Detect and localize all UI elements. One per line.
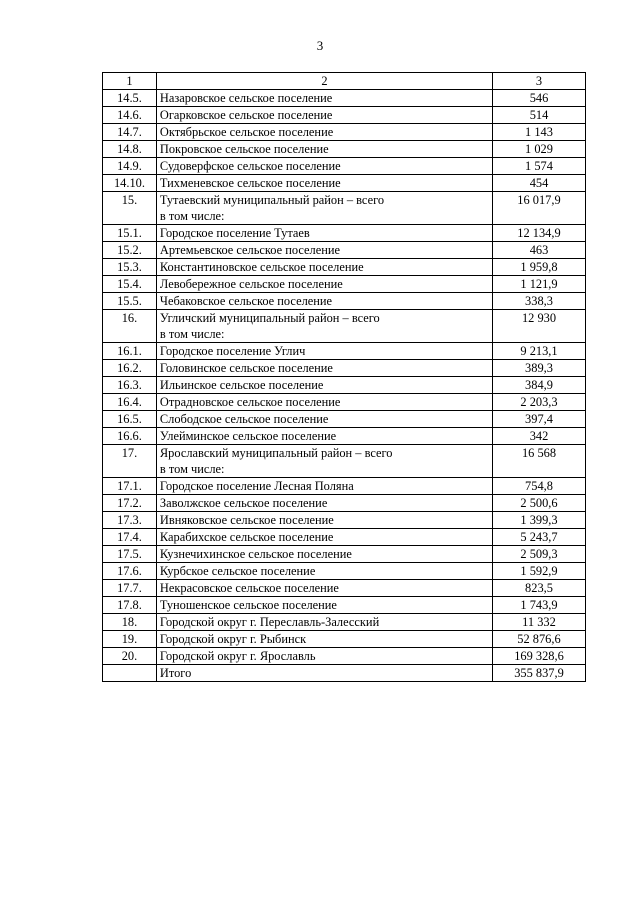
row-name: Тутаевский муниципальный район – всего — [159, 193, 385, 207]
row-name-cell — [156, 225, 492, 242]
row-value-cell: 169 328,6 — [492, 648, 585, 665]
row-name-cell — [156, 529, 492, 546]
row-name: Ильинское сельское поселение — [159, 378, 324, 392]
row-name-cell — [156, 90, 492, 107]
row-number-cell: 14.7. — [103, 124, 157, 141]
column-header-3: 3 — [492, 73, 585, 90]
row-number-cell: 20. — [103, 648, 157, 665]
row-name: Кузнечихинское сельское поселение — [159, 547, 352, 561]
row-name-cell — [156, 580, 492, 597]
row-name: Городской округ г. Ярославль — [159, 649, 316, 663]
row-value-cell: 463 — [492, 242, 585, 259]
row-number-cell: 16.1. — [103, 343, 157, 360]
row-name-cell — [156, 665, 492, 682]
row-number-cell: 15.1. — [103, 225, 157, 242]
row-name-cell — [156, 141, 492, 158]
row-name-cell — [156, 563, 492, 580]
row-name-cell — [156, 259, 492, 276]
table-row — [103, 310, 586, 343]
row-value-cell: 1 743,9 — [492, 597, 585, 614]
table-row — [103, 158, 586, 175]
table-row — [103, 495, 586, 512]
row-number-cell: 15.4. — [103, 276, 157, 293]
row-name-cell — [156, 377, 492, 394]
row-number-cell: 16.5. — [103, 411, 157, 428]
row-value-cell: 338,3 — [492, 293, 585, 310]
table-row — [103, 665, 586, 682]
table-row — [103, 276, 586, 293]
row-name: Заволжское сельское поселение — [159, 496, 328, 510]
row-name: Покровское сельское поселение — [159, 142, 329, 156]
row-name-cell — [156, 124, 492, 141]
table-row — [103, 90, 586, 107]
row-value-cell: 1 574 — [492, 158, 585, 175]
row-name: Туношенское сельское поселение — [159, 598, 337, 612]
row-number-cell: 14.8. — [103, 141, 157, 158]
table-row — [103, 411, 586, 428]
table-row — [103, 614, 586, 631]
row-value-cell: 9 213,1 — [492, 343, 585, 360]
row-name-cell — [156, 546, 492, 563]
row-value-cell: 1 592,9 — [492, 563, 585, 580]
table-row — [103, 124, 586, 141]
row-name: Итого — [159, 666, 192, 680]
table-row — [103, 377, 586, 394]
row-name: Судоверфское сельское поселение — [159, 159, 341, 173]
row-number-cell: 16. — [103, 310, 157, 343]
row-name-cell — [156, 631, 492, 648]
row-name: Ярославский муниципальный район – всего — [159, 446, 393, 460]
row-name: Октябрьское сельское поселение — [159, 125, 334, 139]
row-value-cell: 1 029 — [492, 141, 585, 158]
column-header-1: 1 — [103, 73, 157, 90]
row-name: Ивняковское сельское поселение — [159, 513, 334, 527]
row-name: Городской округ г. Переславль-Залесский — [159, 615, 380, 629]
row-name-cell — [156, 495, 492, 512]
row-name-cell — [156, 478, 492, 495]
row-value-cell: 546 — [492, 90, 585, 107]
row-name: Отрадновское сельское поселение — [159, 395, 341, 409]
row-name: Левобережное сельское поселение — [159, 277, 343, 291]
table-row — [103, 428, 586, 445]
row-number-cell: 14.9. — [103, 158, 157, 175]
row-name-cell — [156, 343, 492, 360]
row-value-cell: 754,8 — [492, 478, 585, 495]
row-name: Головинское сельское поселение — [159, 361, 333, 375]
row-value-cell: 514 — [492, 107, 585, 124]
data-table — [102, 72, 586, 682]
row-number-cell: 15. — [103, 192, 157, 225]
row-number-cell: 17.2. — [103, 495, 157, 512]
row-value-cell: 823,5 — [492, 580, 585, 597]
row-name-cell — [156, 310, 492, 343]
row-value-cell: 12 134,9 — [492, 225, 585, 242]
row-name-continuation: в том числе: — [159, 462, 225, 476]
row-name: Тихменевское сельское поселение — [159, 176, 341, 190]
row-value-cell: 16 017,9 — [492, 192, 585, 225]
table-row — [103, 293, 586, 310]
column-header-2: 2 — [156, 73, 492, 90]
row-number-cell — [103, 665, 157, 682]
row-name-cell — [156, 360, 492, 377]
row-name: Улейминское сельское поселение — [159, 429, 337, 443]
table-row — [103, 597, 586, 614]
table-row — [103, 225, 586, 242]
row-name-cell — [156, 614, 492, 631]
row-number-cell: 17.3. — [103, 512, 157, 529]
row-value-cell: 11 332 — [492, 614, 585, 631]
row-value-cell: 2 500,6 — [492, 495, 585, 512]
row-number-cell: 15.3. — [103, 259, 157, 276]
row-name-cell — [156, 394, 492, 411]
row-name-cell — [156, 276, 492, 293]
row-value-cell: 397,4 — [492, 411, 585, 428]
row-number-cell: 16.6. — [103, 428, 157, 445]
row-name-cell — [156, 411, 492, 428]
table-row — [103, 546, 586, 563]
row-name-cell — [156, 597, 492, 614]
table-row — [103, 648, 586, 665]
row-name: Некрасовское сельское поселение — [159, 581, 339, 595]
row-name: Огарковское сельское поселение — [159, 108, 333, 122]
table-row — [103, 478, 586, 495]
row-name: Артемьевское сельское поселение — [159, 243, 340, 257]
table-body — [103, 90, 586, 682]
row-number-cell: 15.5. — [103, 293, 157, 310]
row-value-cell: 52 876,6 — [492, 631, 585, 648]
row-name-cell — [156, 445, 492, 478]
row-value-cell: 2 203,3 — [492, 394, 585, 411]
row-name-cell — [156, 158, 492, 175]
table-row — [103, 343, 586, 360]
row-value-cell: 5 243,7 — [492, 529, 585, 546]
row-value-cell: 16 568 — [492, 445, 585, 478]
row-name-cell — [156, 242, 492, 259]
row-name: Городской округ г. Рыбинск — [159, 632, 307, 646]
row-name: Городское поселение Углич — [159, 344, 306, 358]
row-value-cell: 384,9 — [492, 377, 585, 394]
table-row — [103, 141, 586, 158]
row-name-cell — [156, 648, 492, 665]
page-number: 3 — [316, 38, 324, 53]
row-value-cell: 1 121,9 — [492, 276, 585, 293]
row-name-continuation: в том числе: — [159, 209, 225, 223]
row-number-cell: 16.4. — [103, 394, 157, 411]
row-number-cell: 17.4. — [103, 529, 157, 546]
row-value-cell: 454 — [492, 175, 585, 192]
row-number-cell: 17.8. — [103, 597, 157, 614]
table-row — [103, 394, 586, 411]
table-row — [103, 360, 586, 377]
row-number-cell: 16.2. — [103, 360, 157, 377]
row-name: Курбское сельское поселение — [159, 564, 316, 578]
row-name-cell — [156, 428, 492, 445]
table-row — [103, 445, 586, 478]
row-number-cell: 16.3. — [103, 377, 157, 394]
row-number-cell: 17.1. — [103, 478, 157, 495]
row-name: Угличский муниципальный район – всего — [159, 311, 380, 325]
row-number-cell: 19. — [103, 631, 157, 648]
row-value-cell: 1 959,8 — [492, 259, 585, 276]
row-name: Слободское сельское поселение — [159, 412, 329, 426]
row-value-cell: 12 930 — [492, 310, 585, 343]
row-name-cell — [156, 192, 492, 225]
row-number-cell: 17.7. — [103, 580, 157, 597]
row-name: Константиновское сельское поселение — [159, 260, 364, 274]
table-row — [103, 512, 586, 529]
row-name: Чебаковское сельское поселение — [159, 294, 333, 308]
row-number-cell: 17.5. — [103, 546, 157, 563]
row-name-cell — [156, 107, 492, 124]
table-row — [103, 259, 586, 276]
row-name: Назаровское сельское поселение — [159, 91, 333, 105]
row-number-cell: 14.10. — [103, 175, 157, 192]
table-row — [103, 192, 586, 225]
table-row — [103, 631, 586, 648]
table-row — [103, 529, 586, 546]
row-name-cell — [156, 512, 492, 529]
row-value-cell: 1 143 — [492, 124, 585, 141]
row-name: Городское поселение Тутаев — [159, 226, 310, 240]
row-value-cell: 389,3 — [492, 360, 585, 377]
table-row — [103, 580, 586, 597]
row-number-cell: 15.2. — [103, 242, 157, 259]
table-row — [103, 175, 586, 192]
table-row — [103, 107, 586, 124]
row-name-continuation: в том числе: — [159, 327, 225, 341]
row-value-cell: 2 509,3 — [492, 546, 585, 563]
table-row — [103, 563, 586, 580]
row-value-cell: 355 837,9 — [492, 665, 585, 682]
row-number-cell: 17.6. — [103, 563, 157, 580]
table-row — [103, 242, 586, 259]
row-name-cell — [156, 293, 492, 310]
row-name: Карабихское сельское поселение — [159, 530, 334, 544]
row-number-cell: 14.6. — [103, 107, 157, 124]
row-number-cell: 14.5. — [103, 90, 157, 107]
row-value-cell: 342 — [492, 428, 585, 445]
row-name-cell — [156, 175, 492, 192]
row-value-cell: 1 399,3 — [492, 512, 585, 529]
row-name: Городское поселение Лесная Поляна — [159, 479, 354, 493]
row-number-cell: 17. — [103, 445, 157, 478]
row-number-cell: 18. — [103, 614, 157, 631]
table-header-row — [103, 73, 586, 90]
